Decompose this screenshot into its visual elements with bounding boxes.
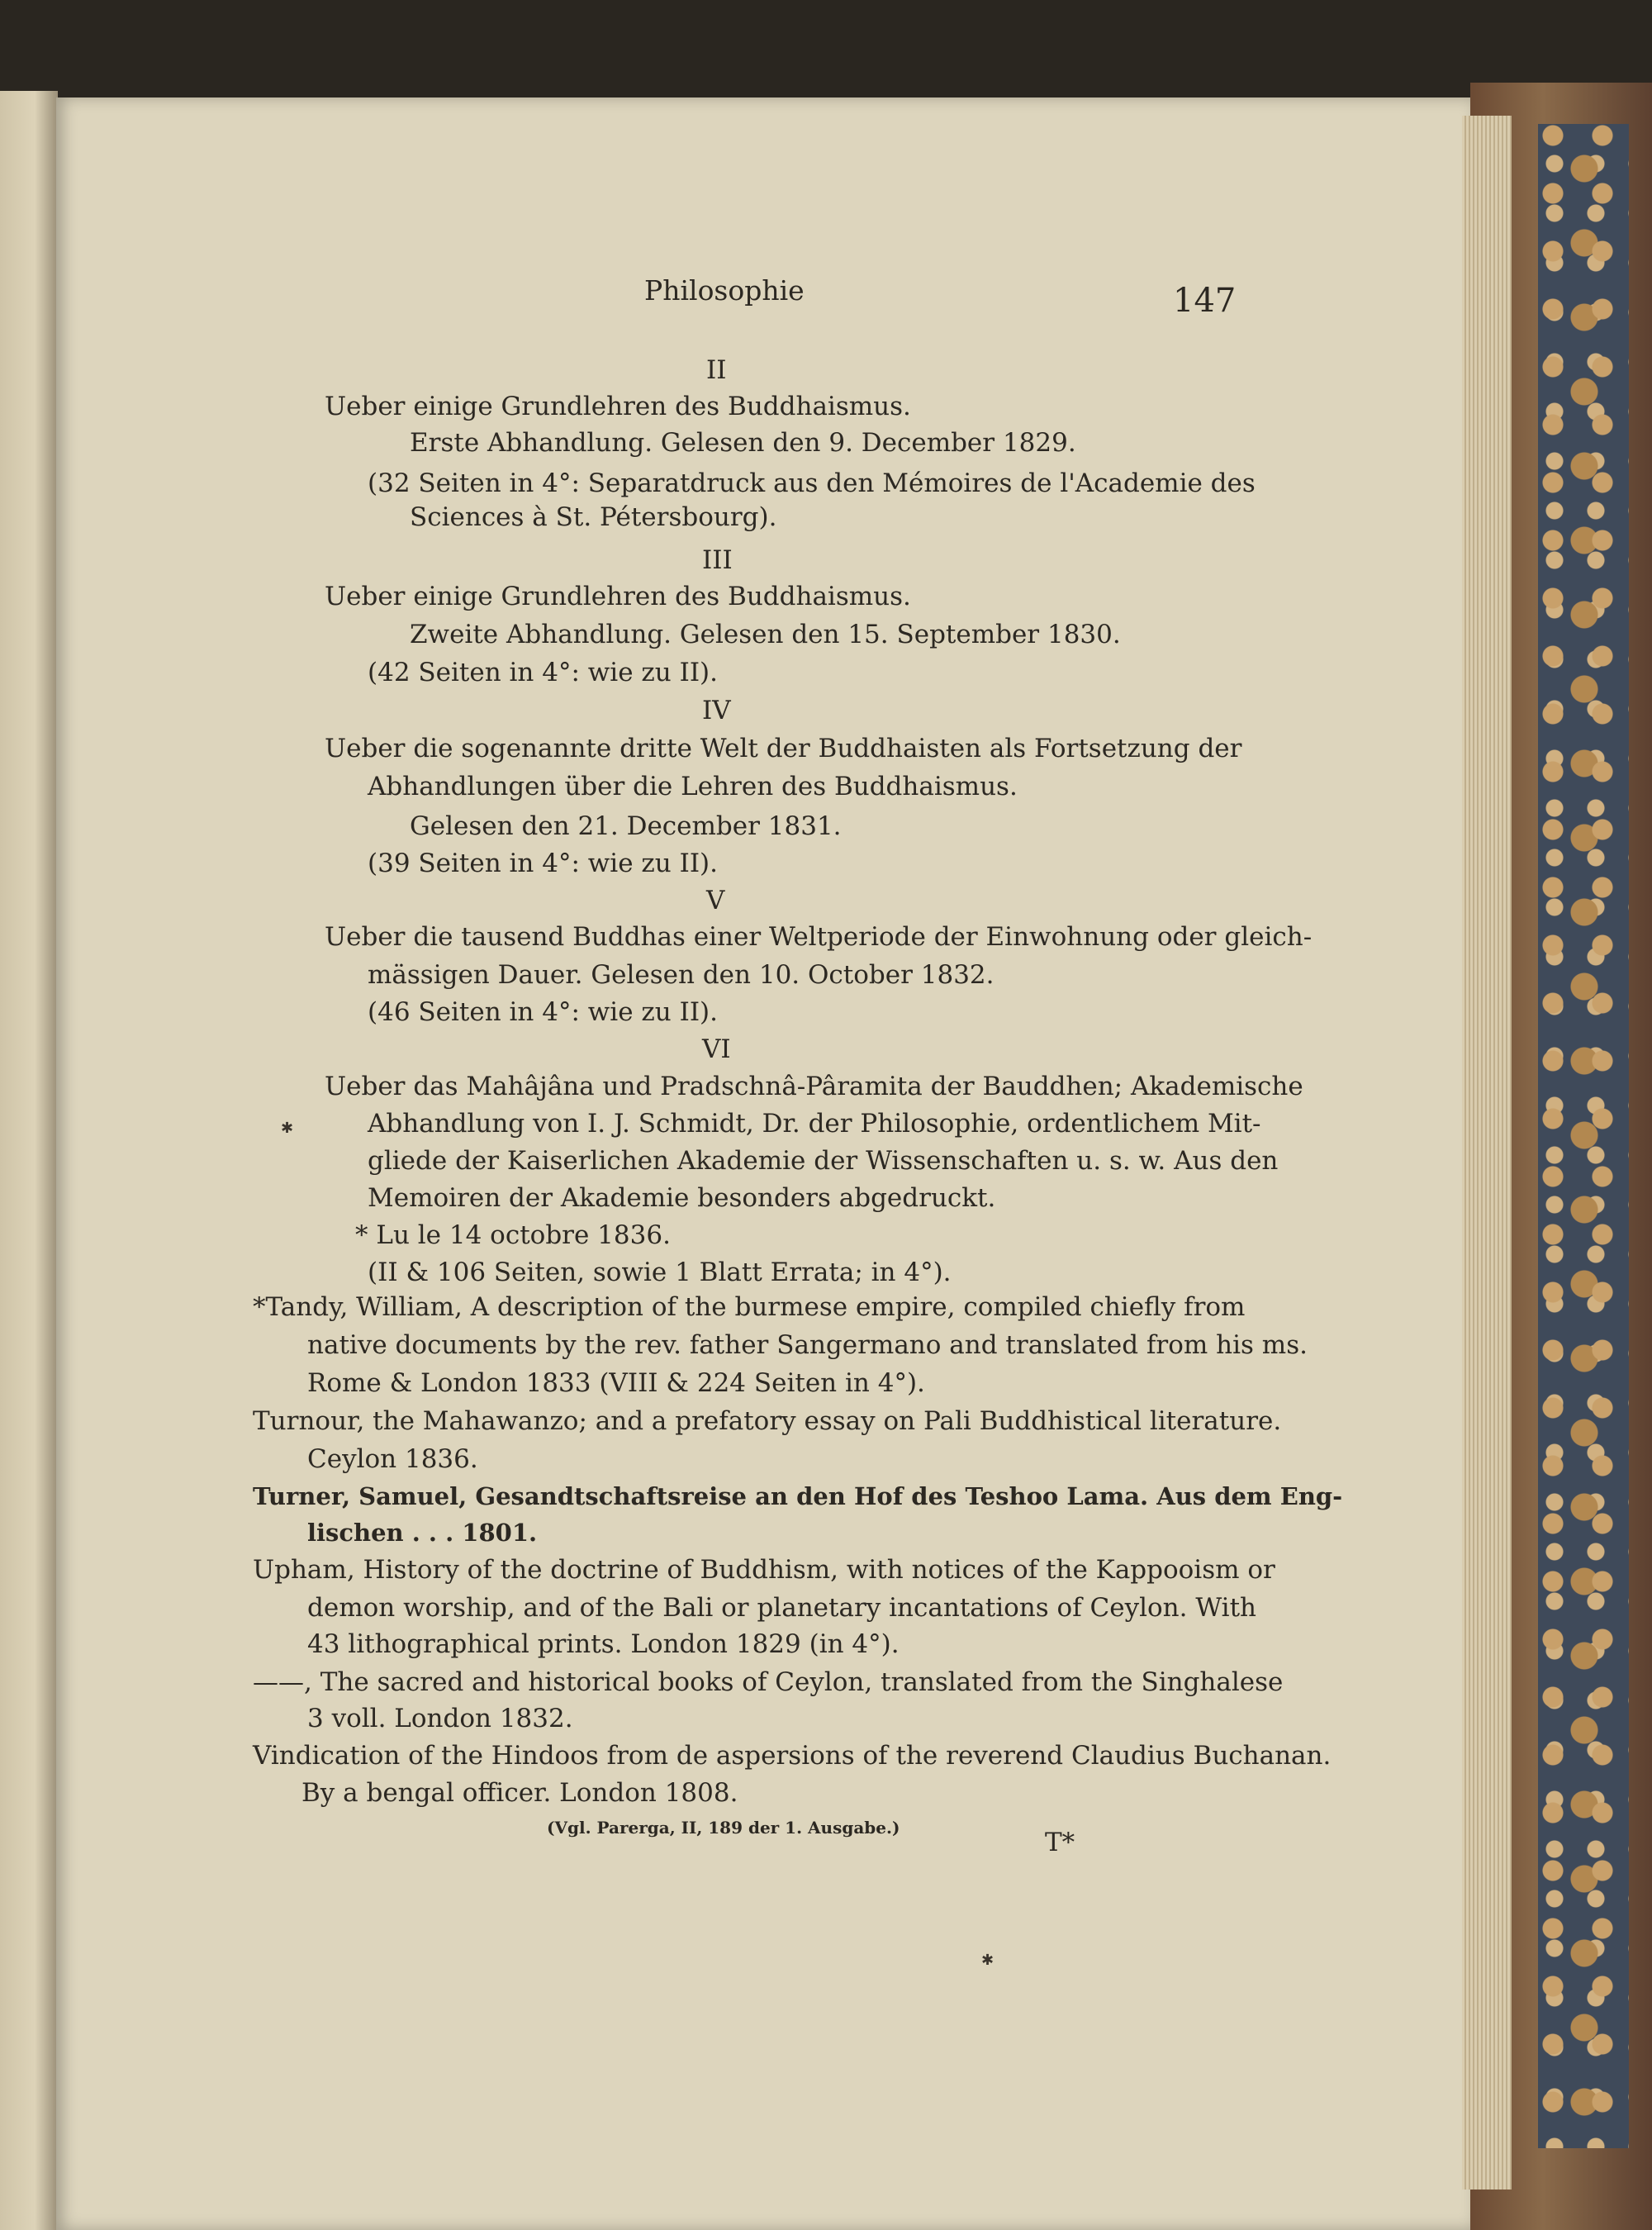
page-edges <box>1462 116 1512 2190</box>
signature-mark: T* <box>1045 1828 1075 1857</box>
entry-line: Rome & London 1833 (VIII & 224 Seiten in 4°). <box>307 1368 925 1398</box>
section-line: Gelesen den 21. December 1831. <box>410 811 842 841</box>
section-numeral: IV <box>702 696 731 725</box>
entry-line: ——, The sacred and historical books of Ceylon, translated from the Singhalese <box>253 1667 1284 1697</box>
entry-line: demon worship, and of the Bali or planetary incantations of Ceylon. With <box>307 1593 1257 1623</box>
section-line: Ueber die sogenannte dritte Welt der Buddhaisten als Fortsetzung der <box>325 734 1242 763</box>
entry-line: Vindication of the Hindoos from de aspersions of the reverend Claudius Buchanan. <box>253 1741 1332 1771</box>
section-line: Ueber einige Grundlehren des Buddhaismus. <box>325 582 911 611</box>
section-line: Sciences à St. Pétersbourg). <box>410 502 777 532</box>
entry-line: native documents by the rev. father Sangermano and translated from his ms. <box>307 1330 1308 1360</box>
ink-speck: ✱ <box>981 1952 995 1969</box>
section-line: Ueber einige Grundlehren des Buddhaismus. <box>325 392 911 421</box>
running-head: Philosophie <box>644 274 805 307</box>
section-line: Abhandlungen über die Lehren des Buddhaismus. <box>368 772 1018 801</box>
section-numeral: III <box>702 545 733 575</box>
section-line: Erste Abhandlung. Gelesen den 9. December 1829. <box>410 428 1076 458</box>
section-numeral: II <box>706 355 727 385</box>
section-line: (39 Seiten in 4°: wie zu II). <box>368 849 719 878</box>
marbled-cover <box>1538 124 1629 2148</box>
section-line: (32 Seiten in 4°: Separatdruck aus den Mémoires de l'Academie des <box>368 468 1256 498</box>
section-line: (42 Seiten in 4°: wie zu II). <box>368 658 719 687</box>
section-numeral: V <box>706 886 725 915</box>
entry-line: Ceylon 1836. <box>307 1444 478 1474</box>
section-line: Zweite Abhandlung. Gelesen den 15. September 1830. <box>410 620 1121 649</box>
section-line: Memoiren der Akademie besonders abgedruckt. <box>368 1183 996 1213</box>
section-line: (II & 106 Seiten, sowie 1 Blatt Errata; in 4°). <box>368 1258 952 1287</box>
page-number: 147 <box>1173 282 1237 320</box>
section-line: Ueber die tausend Buddhas einer Weltperiode der Einwohnung oder gleich- <box>325 922 1313 952</box>
entry-line: Upham, History of the doctrine of Buddhism, with notices of the Kappooism or <box>253 1555 1275 1585</box>
section-line: mässigen Dauer. Gelesen den 10. October 1832. <box>368 960 995 990</box>
section-numeral: VI <box>702 1034 731 1064</box>
entry-line: *Tandy, William, A description of the burmese empire, compiled chiefly from <box>253 1292 1246 1322</box>
section-line: * Lu le 14 octobre 1836. <box>355 1220 671 1250</box>
section-line: Ueber das Mahâjâna und Pradschnâ-Pâramita der Bauddhen; Akademische <box>325 1072 1303 1101</box>
section-line: gliede der Kaiserlichen Akademie der Wissenschaften u. s. w. Aus den <box>368 1146 1279 1176</box>
entry-line: By a bengal officer. London 1808. <box>301 1778 738 1808</box>
entry-line: 3 voll. London 1832. <box>307 1704 573 1733</box>
left-page-edge <box>0 91 58 2230</box>
footnote: (Vgl. Parerga, II, 189 der 1. Ausgabe.) <box>547 1818 900 1838</box>
entry-line: Turnour, the Mahawanzo; and a prefatory essay on Pali Buddhistical literature. <box>253 1406 1282 1436</box>
section-line: Abhandlung von I. J. Schmidt, Dr. der Philosophie, ordentlichem Mit- <box>368 1109 1261 1139</box>
entry-line: Turner, Samuel, Gesandtschaftsreise an den Hof des Teshoo Lama. Aus dem Eng- <box>253 1482 1343 1510</box>
ink-speck: ✱ <box>281 1120 294 1137</box>
entry-line: lischen . . . 1801. <box>307 1519 538 1547</box>
entry-line: 43 lithographical prints. London 1829 (in 4°). <box>307 1629 900 1659</box>
section-line: (46 Seiten in 4°: wie zu II). <box>368 997 719 1027</box>
